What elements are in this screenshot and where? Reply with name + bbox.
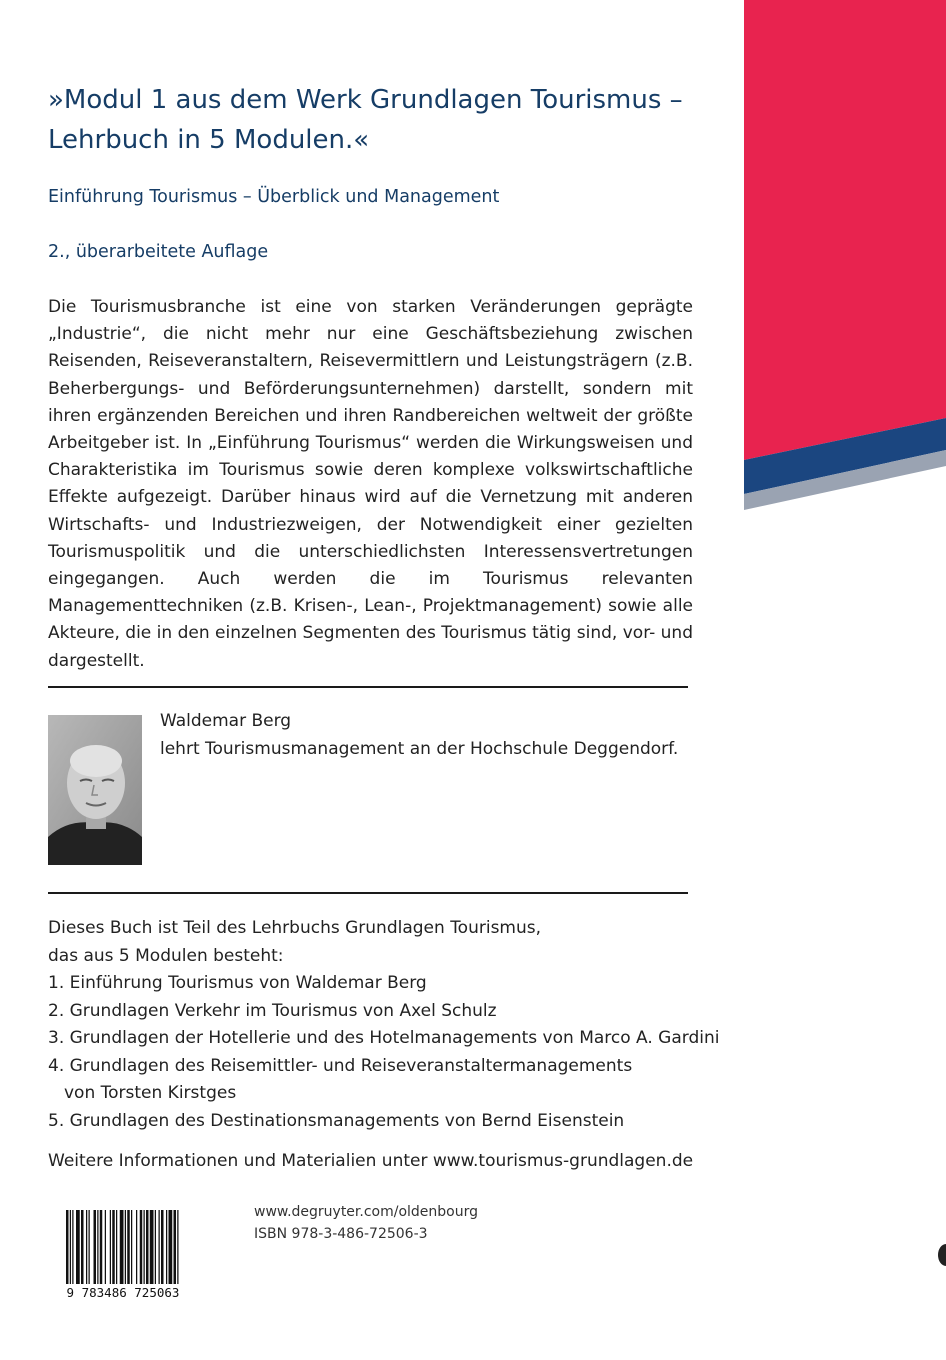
- series-intro: [48, 915, 541, 970]
- barcode-bar: [159, 1210, 160, 1284]
- barcode-bar: [150, 1210, 154, 1284]
- barcode-bar: [81, 1210, 84, 1284]
- barcode-bar: [161, 1210, 164, 1284]
- module-item: 4. Grundlagen des Reisemittler- und Reiseveranstaltermanagements: [48, 1055, 633, 1076]
- barcode-bar: [127, 1210, 130, 1284]
- description-text: Die Tourismusbranche ist eine von starken Veränderungen geprägte „Industrie“, die nicht mehr nur eine Geschäftsbeziehung zwischen Reisenden, Reiseveranstaltern, Reisevermittlern und Leistungsträgern (z.B. Beherbergungs- und Beförderungsunternehmen) darstellt, sondern mit ihren ergänzenden Bereichen und ihren Randbereichen weltweit der größte Arbeitgeber ist. In „Einführung Tourismus“ werden die Wirkungsweisen und Charakteristika im Tourismus sowie deren komplexe volkswirtschaftliche Effekte aufgezeigt. Darüber hinaus wird auf die Vernetzung mit anderen Wirtschafts- und Industriezweigen, der Notwendigkeit einer gezielten Tourismuspolitik und die unterschiedlichsten Interessensvertretungen eingegangen. Auch werden die im Tourismus relevanten Managementtechniken (z.B. Krisen-, Lean-, Projektmanagement) sowie alle Akteure, die in den einzelnen Segmenten des Tourismus tätig sind, vor- und dargestellt.: [48, 297, 693, 671]
- module-4-author: von Torsten Kirstges: [64, 1083, 237, 1103]
- title-line-1: »Modul 1 aus dem Werk Grundlagen Tourismus –: [48, 85, 683, 115]
- barcode-bar: [140, 1210, 143, 1284]
- divider-top: [48, 686, 688, 688]
- author-bio: lehrt Tourismusmanagement an der Hochschule Deggendorf.: [160, 739, 679, 759]
- module-item: 2. Grundlagen Verkehr im Tourismus von Axel Schulz: [48, 1000, 497, 1021]
- title-line-2: Lehrbuch in 5 Modulen.«: [48, 125, 370, 155]
- barcode-bar: [169, 1210, 173, 1284]
- divider-bottom: [48, 892, 688, 894]
- module-item: 1. Einführung Tourismus von Waldemar Berg: [48, 973, 427, 993]
- more-info-text: Weitere Informationen und Materialien unter www.tourismus-grundlagen.de: [48, 1151, 694, 1171]
- barcode-bar: [166, 1210, 167, 1284]
- series-intro-line-2: das aus 5 Modulen besteht:: [48, 945, 284, 966]
- barcode-bar: [120, 1210, 124, 1284]
- barcode-bar: [94, 1210, 97, 1284]
- barcode-bar: [89, 1210, 90, 1284]
- subtitle: Einführung Tourismus – Überblick und Management: [48, 187, 500, 207]
- barcode-bar: [144, 1210, 145, 1284]
- barcode-bar: [155, 1210, 156, 1284]
- isbn-barcode: [48, 1208, 198, 1300]
- barcode-bar: [146, 1210, 149, 1284]
- barcode-bar: [66, 1210, 69, 1284]
- edge-mark: [938, 1244, 946, 1266]
- module-item-continuation: [48, 1080, 719, 1108]
- decorative-corner-stripes: [744, 0, 946, 510]
- page-title: [48, 80, 728, 160]
- series-intro-line-1: Dieses Buch ist Teil des Lehrbuchs Grundlagen Tourismus,: [48, 918, 542, 938]
- barcode-bar: [177, 1210, 178, 1284]
- edition: 2., überarbeitete Auflage: [48, 242, 269, 262]
- publisher-url: www.degruyter.com/oldenbourg: [254, 1204, 479, 1220]
- barcode-bar: [110, 1210, 111, 1284]
- isbn-number: ISBN 978-3-486-72506-3: [254, 1226, 428, 1242]
- barcode-bar: [112, 1210, 115, 1284]
- barcode-bar: [125, 1210, 126, 1284]
- barcode-bar: [136, 1210, 137, 1284]
- barcode-bar: [174, 1210, 177, 1284]
- barcode-bar: [70, 1210, 71, 1284]
- module-item: 5. Grundlagen des Destinationsmanagements von Bernd Eisenstein: [48, 1110, 625, 1131]
- barcode-bar: [76, 1210, 80, 1284]
- barcode-bar: [131, 1210, 132, 1284]
- barcode-digits: 9 783486 725063: [66, 1285, 180, 1300]
- barcode-bar: [105, 1210, 106, 1284]
- module-list: [48, 970, 719, 1135]
- red-stripe: [744, 0, 946, 460]
- barcode-bar: [72, 1210, 73, 1284]
- barcode-bar: [86, 1210, 87, 1284]
- barcode-bar: [100, 1210, 103, 1284]
- barcode-bar: [97, 1210, 98, 1284]
- author-photo: [48, 715, 142, 865]
- author-name: Waldemar Berg: [160, 711, 292, 731]
- barcode-bar: [116, 1210, 117, 1284]
- module-item: 3. Grundlagen der Hotellerie und des Hotelmanagements von Marco A. Gardini: [48, 1028, 720, 1048]
